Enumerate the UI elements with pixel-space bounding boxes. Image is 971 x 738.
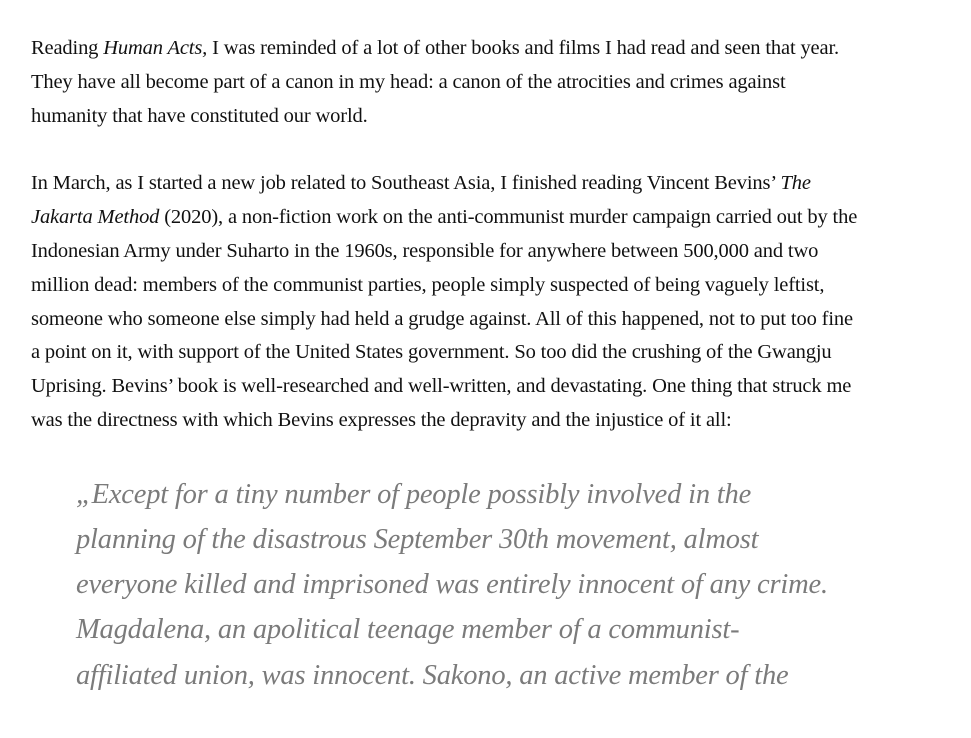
blockquote: [31, 472, 836, 698]
paragraph-text: (2020), a non-fiction work on the anti-communist murder campaign carried out by the Indonesian Army under Suharto in the 1960s, responsible for anywhere between 500,000 and two million dead: members of the communist parties, people simply suspected of being vaguely leftist, someone who someone else simply had held a grudge against. All of this happened, not to put too fine a point on it, with support of the United States government. So too did the crushing of the Gwangju Uprising. Bevins’ book is well-researched and well-written, and devastating. One thing that struck me was the directness with which Bevins expresses the depravity and the injustice of it all:: [31, 206, 858, 431]
paragraph-human-acts: [31, 32, 861, 133]
paragraph-text: Reading: [31, 37, 104, 59]
blockquote-text: „Except for a tiny number of people possibly involved in the planning of the disastrous September 30th movement, almost everyone killed and imprisoned was entirely innocent of any crime. Magdalena, an apolitical teenage member of a communist-affiliated union, was innocent. Sakono, an active member of the: [76, 478, 828, 691]
paragraph-text: In March, as I started a new job related to Southeast Asia, I finished reading Vincent Bevins’: [31, 172, 781, 195]
article-body: [31, 32, 861, 698]
paragraph-jakarta-method: [31, 167, 861, 437]
paragraph-text: I was reminded of a lot of other books and films I had read and seen that year. They have all become part of a canon in my head: a canon of the atrocities and crimes against humanity that have constituted our world.: [31, 37, 839, 127]
book-title-human-acts: Human Acts,: [103, 37, 208, 59]
book-title-jakarta-method: The Jakarta Method: [31, 172, 811, 229]
